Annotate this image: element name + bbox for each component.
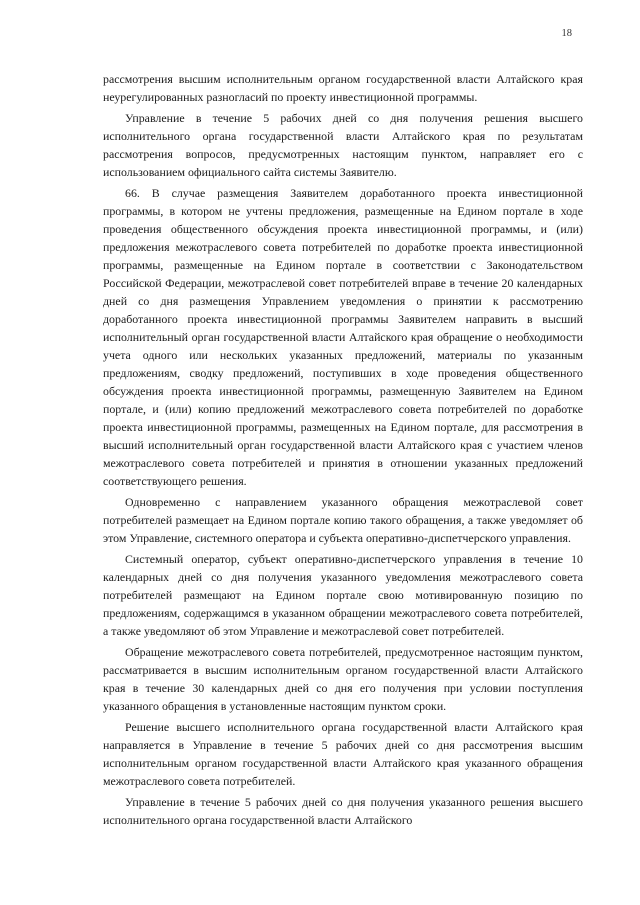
paragraph-clause-66: 66. В случае размещения Заявителем доработанного проекта инвестиционной программы, в котором не учтены предложения, размещенные на Едином портале в ходе проведения общественного обсуждения проекта инвестиционной программы, и (или) предложения межотраслевого совета потребителей по доработке проекта инвестиционной программы, размещенные на Едином портале в соответствии с Законодательством Российской Федерации, межотраслевой совет потребителей вправе в течение 20 календарных дней со дня размещения Управлением уведомления о принятии к рассмотрению доработанного проекта инвестиционной программы Заявителем направить в высший исполнительный орган государственной власти Алтайского края обращение о необходимости учета одного или нескольких указанных предложений, материалы по указанным предложениям, сводку предложений, поступивших в ходе проведения общественного обсуждения проекта инвестиционной программы, размещенную Заявителем на Едином портале, и (или) копию предложений межотраслевого совета потребителей по доработке проекта инвестиционной программы, размещенных на Едином портале, для рассмотрения в высший исполнительный орган государственной власти Алтайского края с участием членов межотраслевого совета потребителей и принятия в отношении указанных предложений соответствующего решения. xyxy=(103,186,583,488)
document-body xyxy=(103,70,583,832)
paragraph-continuation: рассмотрения высшим исполнительным органом государственной власти Алтайского края неурегулированных разногласий по проекту инвестиционной программы. xyxy=(103,72,583,104)
paragraph: Управление в течение 5 рабочих дней со дня получения решения высшего исполнительного органа государственной власти Алтайского края по результатам рассмотрения вопросов, предусмотренных настоящим пунктом, направляет его с использованием официального сайта системы Заявителю. xyxy=(103,111,583,179)
paragraph: Решение высшего исполнительного органа государственной власти Алтайского края направляется в Управление в течение 5 рабочих дней со дня рассмотрения высшим исполнительным органом государственной власти Алтайского края указанного обращения межотраслевого совета потребителей. xyxy=(103,720,583,788)
paragraph: Системный оператор, субъект оперативно-диспетчерского управления в течение 10 календарных дней со дня получения указанного уведомления межотраслевого совета потребителей размещают на Едином портале свою мотивированную позицию по предложениям, содержащимся в указанном обращении межотраслевого совета потребителей, а также уведомляют об этом Управление и межотраслевой совет потребителей. xyxy=(103,552,583,638)
page-number: 18 xyxy=(561,28,572,39)
paragraph: Одновременно с направлением указанного обращения межотраслевой совет потребителей размещает на Едином портале копию такого обращения, а также уведомляет об этом Управление, системного оператора и субъекта оперативно-диспетчерского управления. xyxy=(103,495,583,545)
paragraph: Обращение межотраслевого совета потребителей, предусмотренное настоящим пунктом, рассматривается в высшим исполнительным органом государственной власти Алтайского края в течение 30 календарных дней со дня его получения при условии поступления указанного обращения в установленные настоящим пунктом сроки. xyxy=(103,645,583,713)
paragraph-truncated: Управление в течение 5 рабочих дней со дня получения указанного решения высшего исполнительного органа государственной власти Алтайского xyxy=(103,795,583,827)
